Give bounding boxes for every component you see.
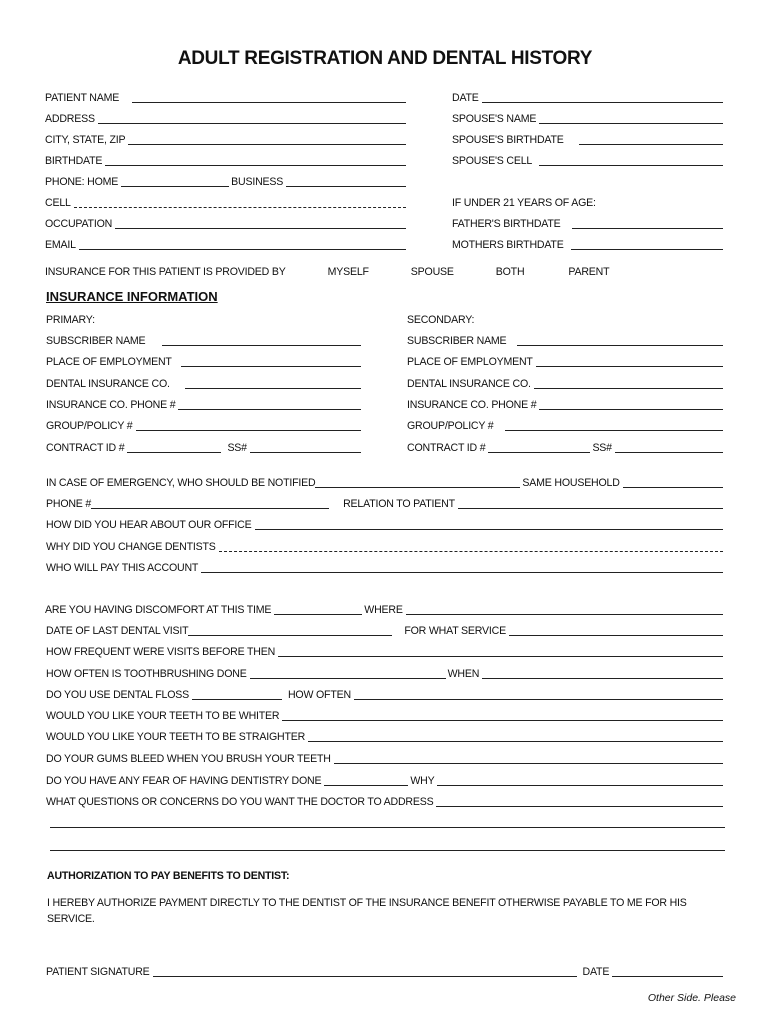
secondary-label: SECONDARY:	[407, 314, 475, 326]
under21-label: IF UNDER 21 YEARS OF AGE:	[452, 197, 596, 209]
phone-row	[45, 174, 408, 188]
how-often-label: HOW OFTEN	[287, 689, 351, 701]
signature-row	[46, 964, 725, 978]
questions-line-2[interactable]	[50, 827, 725, 828]
father-birthdate-label: FATHER'S BIRTHDATE	[452, 218, 561, 230]
city-field[interactable]	[128, 133, 406, 145]
secondary-employment-field[interactable]	[536, 355, 723, 367]
option-parent[interactable]: PARENT	[568, 266, 610, 278]
footer-note: Other Side. Please	[647, 992, 736, 1004]
cell-row	[45, 195, 408, 209]
authorization-text: I HEREBY AUTHORIZE PAYMENT DIRECTLY TO THE DENTIST OF THE INSURANCE BENEFIT OTHERWISE PAYABLE TO ME FOR HIS SERVICE.	[47, 897, 687, 925]
secondary-employment-row	[407, 354, 725, 368]
date-field[interactable]	[482, 91, 723, 103]
same-household-label: SAME HOUSEHOLD	[522, 477, 620, 489]
secondary-phone-row	[407, 397, 725, 411]
discomfort-field[interactable]	[274, 603, 362, 615]
relation-field[interactable]	[458, 497, 723, 509]
floss-label: DO YOU USE DENTAL FLOSS	[46, 689, 189, 701]
secondary-phone-field[interactable]	[539, 398, 723, 410]
address-field[interactable]	[98, 112, 406, 124]
gums-field[interactable]	[334, 752, 723, 764]
straighter-row	[46, 729, 725, 743]
change-label: WHY DID YOU CHANGE DENTISTS	[46, 541, 216, 553]
gums-label: DO YOUR GUMS BLEED WHEN YOU BRUSH YOUR TEETH	[46, 753, 331, 765]
mother-birthdate-field[interactable]	[571, 238, 723, 250]
primary-phone-label: INSURANCE CO. PHONE #	[46, 399, 176, 411]
birthdate-field[interactable]	[105, 154, 406, 166]
brushing-field[interactable]	[250, 667, 446, 679]
discomfort-label: ARE YOU HAVING DISCOMFORT AT THIS TIME	[45, 604, 272, 616]
secondary-subscriber-label: SUBSCRIBER NAME	[407, 335, 507, 347]
email-field[interactable]	[79, 238, 406, 250]
secondary-employment-label: PLACE OF EMPLOYMENT	[407, 356, 533, 368]
primary-company-label: DENTAL INSURANCE CO.	[46, 378, 170, 390]
straighter-field[interactable]	[308, 730, 723, 742]
occupation-row	[45, 216, 408, 230]
whiter-label: WOULD YOU LIKE YOUR TEETH TO BE WHITER	[46, 710, 280, 722]
secondary-ss-field[interactable]	[615, 441, 723, 453]
fear-field[interactable]	[324, 774, 408, 786]
why-label: WHY	[410, 775, 435, 787]
primary-contract-field[interactable]	[127, 441, 221, 453]
fear-label: DO YOU HAVE ANY FEAR OF HAVING DENTISTRY DONE	[46, 775, 322, 787]
option-both[interactable]: BOTH	[495, 266, 525, 278]
primary-employment-label: PLACE OF EMPLOYMENT	[46, 356, 172, 368]
signature-field[interactable]	[153, 965, 577, 977]
option-myself[interactable]: MYSELF	[327, 266, 369, 278]
cell-label: CELL	[45, 197, 71, 209]
secondary-contract-row	[407, 440, 725, 454]
secondary-ss-label: SS#	[592, 442, 612, 454]
pay-field[interactable]	[201, 561, 723, 573]
primary-subscriber-label: SUBSCRIBER NAME	[46, 335, 146, 347]
provided-by-label: INSURANCE FOR THIS PATIENT IS PROVIDED BY	[45, 266, 286, 278]
spouse-name-row	[452, 111, 725, 125]
primary-company-field[interactable]	[185, 377, 361, 389]
questions-label: WHAT QUESTIONS OR CONCERNS DO YOU WANT THE DOCTOR TO ADDRESS	[46, 796, 434, 808]
city-label: CITY, STATE, ZIP	[45, 134, 126, 146]
primary-contract-row	[46, 440, 363, 454]
change-row	[46, 539, 725, 553]
questions-field[interactable]	[436, 795, 723, 807]
birthdate-label: BIRTHDATE	[45, 155, 103, 167]
primary-row	[46, 312, 366, 326]
secondary-group-label: GROUP/POLICY #	[407, 420, 494, 432]
cell-field[interactable]	[74, 196, 406, 208]
primary-group-row	[46, 418, 363, 432]
spouse-name-field[interactable]	[539, 112, 723, 124]
discomfort-row	[45, 602, 725, 616]
phone-home-label: PHONE: HOME	[45, 176, 119, 188]
spouse-cell-label: SPOUSE'S CELL	[452, 155, 533, 167]
spouse-cell-field[interactable]	[539, 154, 723, 166]
date-row	[452, 90, 725, 104]
secondary-group-field[interactable]	[505, 419, 724, 431]
emergency-phone-field[interactable]	[91, 497, 329, 509]
secondary-company-field[interactable]	[534, 377, 723, 389]
spouse-name-label: SPOUSE'S NAME	[452, 113, 537, 125]
hear-label: HOW DID YOU HEAR ABOUT OUR OFFICE	[46, 519, 252, 531]
last-visit-label: DATE OF LAST DENTAL VISIT	[46, 625, 189, 637]
primary-label: PRIMARY:	[46, 314, 95, 326]
floss-field[interactable]	[192, 688, 282, 700]
frequent-field[interactable]	[278, 645, 723, 657]
straighter-label: WOULD YOU LIKE YOUR TEETH TO BE STRAIGHTER	[46, 731, 306, 743]
emergency-row	[46, 475, 725, 489]
hear-row	[46, 517, 725, 531]
same-household-field[interactable]	[623, 476, 723, 488]
business-label: BUSINESS	[231, 176, 284, 188]
when-field[interactable]	[482, 667, 723, 679]
emergency-phone-row	[46, 496, 725, 510]
secondary-phone-label: INSURANCE CO. PHONE #	[407, 399, 537, 411]
secondary-company-label: DENTAL INSURANCE CO.	[407, 378, 531, 390]
date-label: DATE	[452, 92, 479, 104]
hear-field[interactable]	[255, 518, 724, 530]
occupation-label: OCCUPATION	[45, 218, 113, 230]
patient-name-label: PATIENT NAME	[45, 92, 120, 104]
questions-row	[46, 794, 725, 808]
city-row	[45, 132, 408, 146]
brushing-row	[46, 666, 725, 680]
email-label: EMAIL	[45, 239, 76, 251]
primary-group-label: GROUP/POLICY #	[46, 420, 133, 432]
spouse-cell-row	[452, 153, 725, 167]
secondary-subscriber-field[interactable]	[517, 334, 723, 346]
address-label: ADDRESS	[45, 113, 95, 125]
last-visit-field[interactable]	[188, 624, 392, 636]
last-visit-row	[46, 623, 725, 637]
primary-subscriber-row	[46, 333, 363, 347]
where-label: WHERE	[364, 604, 403, 616]
signature-label: PATIENT SIGNATURE	[46, 966, 150, 978]
frequent-label: HOW FREQUENT WERE VISITS BEFORE THEN	[46, 646, 276, 658]
secondary-group-row	[407, 418, 725, 432]
primary-group-field[interactable]	[136, 419, 362, 431]
floss-row	[46, 687, 725, 701]
secondary-contract-label: CONTRACT ID #	[407, 442, 486, 454]
gums-row	[46, 751, 725, 765]
secondary-subscriber-row	[407, 333, 725, 347]
father-birthdate-row	[452, 216, 725, 230]
secondary-row	[407, 312, 725, 326]
primary-phone-row	[46, 397, 363, 411]
secondary-contract-field[interactable]	[488, 441, 590, 453]
emergency-label: IN CASE OF EMERGENCY, WHO SHOULD BE NOTIFIED	[46, 477, 316, 489]
when-label: WHEN	[447, 668, 480, 680]
spouse-birthdate-field[interactable]	[579, 133, 723, 145]
primary-subscriber-field[interactable]	[162, 334, 361, 346]
phone-home-field[interactable]	[121, 175, 229, 187]
primary-ss-label: SS#	[227, 442, 247, 454]
pay-row	[46, 560, 725, 574]
occupation-field[interactable]	[115, 217, 406, 229]
primary-company-row	[46, 376, 363, 390]
primary-phone-field[interactable]	[178, 398, 361, 410]
primary-employment-row	[46, 354, 363, 368]
option-spouse[interactable]: SPOUSE	[410, 266, 454, 278]
whiter-field[interactable]	[282, 709, 723, 721]
why-field[interactable]	[437, 774, 723, 786]
secondary-company-row	[407, 376, 725, 390]
relation-label: RELATION TO PATIENT	[343, 498, 455, 510]
patient-name-field[interactable]	[132, 91, 406, 103]
whiter-row	[46, 708, 725, 722]
business-field[interactable]	[286, 175, 406, 187]
change-field[interactable]	[219, 540, 723, 552]
brushing-label: HOW OFTEN IS TOOTHBRUSHING DONE	[46, 668, 247, 680]
service-label: FOR WHAT SERVICE	[404, 625, 506, 637]
mother-birthdate-label: MOTHERS BIRTHDATE	[452, 239, 564, 251]
pay-label: WHO WILL PAY THIS ACCOUNT	[46, 562, 199, 574]
where-field[interactable]	[406, 603, 723, 615]
signature-date-label: DATE	[582, 966, 610, 978]
frequent-row	[46, 644, 725, 658]
insurance-heading: INSURANCE INFORMATION	[46, 289, 218, 304]
address-row	[45, 111, 408, 125]
under21-row	[452, 195, 725, 209]
signature-date-field[interactable]	[612, 965, 723, 977]
service-field[interactable]	[509, 624, 723, 636]
provided-by-row	[45, 264, 685, 278]
spouse-birthdate-row	[452, 132, 725, 146]
spouse-birthdate-label: SPOUSE'S BIRTHDATE	[452, 134, 564, 146]
emergency-field[interactable]	[315, 476, 520, 488]
birthdate-row	[45, 153, 408, 167]
mother-birthdate-row	[452, 237, 725, 251]
how-often-field[interactable]	[354, 688, 723, 700]
authorization-heading: AUTHORIZATION TO PAY BENEFITS TO DENTIST:	[47, 870, 290, 882]
questions-line-3[interactable]	[50, 850, 725, 851]
primary-contract-label: CONTRACT ID #	[46, 442, 125, 454]
form-title: ADULT REGISTRATION AND DENTAL HISTORY	[177, 48, 593, 69]
primary-employment-field[interactable]	[181, 355, 361, 367]
father-birthdate-field[interactable]	[572, 217, 724, 229]
patient-name-row	[45, 90, 408, 104]
fear-row	[46, 773, 725, 787]
email-row	[45, 237, 408, 251]
primary-ss-field[interactable]	[250, 441, 361, 453]
emergency-phone-label: PHONE #	[46, 498, 92, 510]
